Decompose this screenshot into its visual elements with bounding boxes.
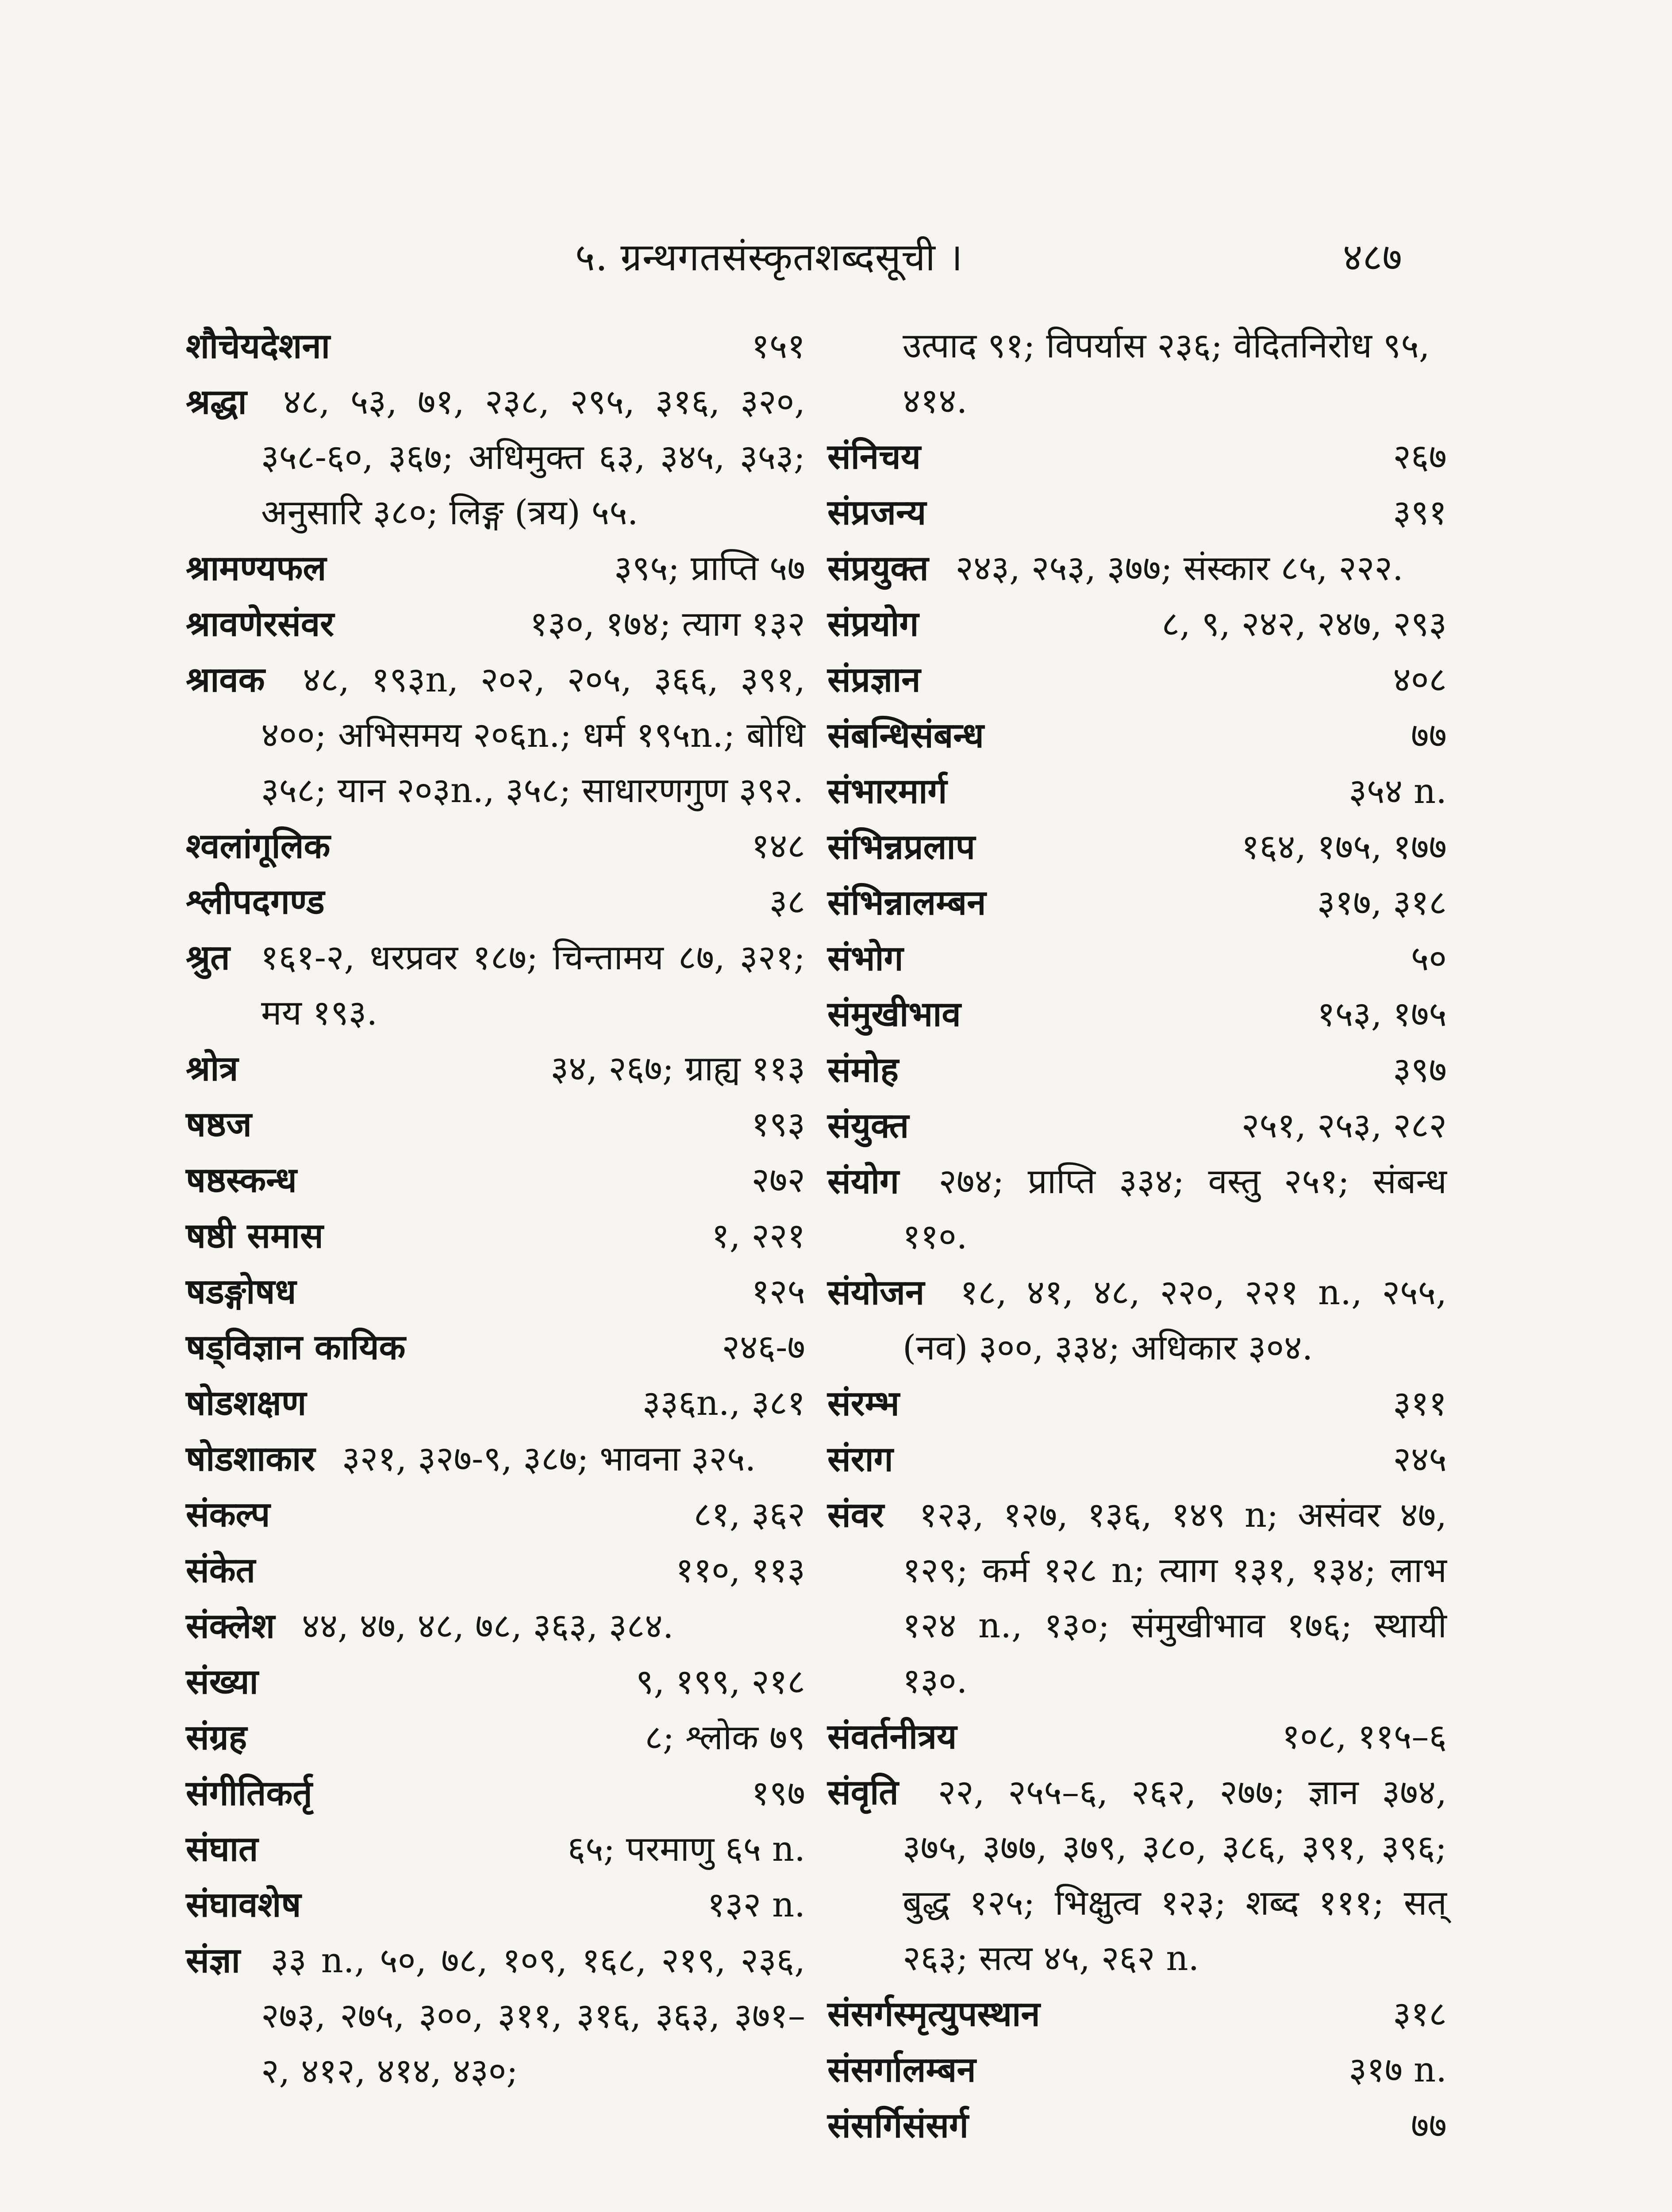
index-term: षष्ठस्कन्ध [186,1160,297,1200]
index-entry [186,1041,805,1097]
page-references: २७४; प्राप्ति ३३४; वस्तु २५१; संबन्ध ११०. [903,1162,1447,1257]
index-term: संवर [827,1495,884,1535]
index-entry [827,1265,1447,1376]
index-term: श्रामण्यफल [186,548,327,588]
page-references: ३१७ n. [1349,2050,1447,2090]
index-entry [186,1654,805,1710]
page-references: ३३ n., ५०, ७८, १०९, १६८, २१९, २३६, २७३, २७५, ३००, ३११, ३१६, ३६३, ३७१–२, ४१२, ४१४, ४३०; [261,1941,806,2091]
page-references: ११०, ११३ [676,1551,805,1590]
index-term: संरम्भ [827,1383,899,1424]
page-references: ३२१, ३२७-९, ३८७; भावना ३२५. [342,1439,756,1479]
index-term: श्रोत्र [186,1048,238,1089]
index-term: संप्रजन्य [827,492,926,533]
index-entry [186,1264,805,1320]
page-references: २७२ [751,1160,805,1200]
index-entry [186,541,805,596]
index-entry [827,541,1447,596]
index-column-left [186,319,805,2099]
index-term: संकेत [186,1550,256,1590]
page-references: उत्पाद ९१; विपर्यास २३६; वेदितनिरोध ९५, ४१४. [903,326,1430,421]
index-term: संप्रयोग [827,604,919,644]
index-entry [827,931,1447,987]
index-entry [827,1765,1447,1986]
page-references: ३४, २६७; ग्राह्य ११३ [550,1049,805,1089]
page-references: ३११ [1393,1384,1447,1424]
page-references: ९, १९९, २१८ [635,1662,805,1702]
index-term: संगीतिकर्तृ [186,1773,312,1813]
index-term: संसर्गालम्बन [827,2050,976,2090]
index-entry [186,1487,805,1543]
index-entry [827,485,1447,541]
index-entry [827,764,1447,819]
index-term: संराग [827,1439,893,1479]
index-entry [827,1709,1447,1765]
index-term: षष्ठी समास [186,1216,323,1256]
page-references: ८१, ३६२ [693,1495,805,1535]
page-references: २४३, २५३, ३७७; संस्कार ८५, २२२. [955,549,1403,588]
index-entry [827,708,1447,764]
index-entry [186,374,805,541]
index-term: संमोह [827,1050,899,1090]
page-references: ३९५; प्राप्ति ५७ [614,549,806,588]
index-term: संघात [186,1829,258,1869]
index-term: श्लीपदगण्ड [186,882,325,922]
page-references: १९७ [751,1774,805,1813]
index-entry [186,930,805,1041]
index-entry [827,429,1447,485]
index-term: संवृति [827,1772,899,1813]
index-entry [827,596,1447,652]
page-references: ३५४ n. [1349,772,1447,811]
index-entry [827,319,1447,429]
index-term: संबन्धिसंबन्ध [827,715,984,756]
page-references: १५३, १७५ [1317,995,1447,1034]
index-entry [186,1933,805,2099]
index-entry [186,1877,805,1933]
index-term: षोडशक्षण [186,1383,307,1423]
page-references: ३३६n., ३८१ [642,1383,805,1423]
page-references: २६७ [1393,437,1447,477]
page-references: ८, ९, २४२, २४७, २९३ [1161,604,1447,644]
index-term: संयोजन [827,1272,925,1313]
page-references: ५० [1411,939,1447,979]
index-entry [186,652,805,818]
page-references: १५१ [751,326,805,366]
index-entry [186,319,805,374]
index-entry [827,819,1447,875]
page-references: ४४, ४७, ४८, ७८, ३६३, ३८४. [301,1606,674,1646]
page-header [0,230,1672,283]
index-entry [186,596,805,652]
index-term: श्रावणेरसंवर [186,604,334,644]
index-term: षडङ्गोषध [186,1271,296,1312]
page-references: ३१८ [1393,1994,1447,2034]
index-entry [186,818,805,874]
index-term: षष्ठज [186,1104,252,1144]
page-references: २४६-७ [722,1328,805,1367]
page-references: १६१-२, धरप्रवर १८७; चिन्तामय ८७, ३२१; मय १९३. [260,938,805,1033]
index-term: संख्या [186,1662,258,1702]
page-references: १२३, १२७, १३६, १४९ n; असंवर ४७, १२९; कर्म १२८ n; त्याग १३१, १३४; लाभ १२४ n., १३०; संमुखीभाव १७६; स्थायी १३०. [903,1495,1447,1701]
index-entry [827,1376,1447,1432]
index-entry [186,1097,805,1152]
index-term: संसर्गिसंसर्ग [827,2105,969,2146]
index-entry [827,1098,1447,1154]
index-term: श्रुत [186,937,230,978]
index-entry [827,652,1447,708]
index-entry [186,1598,805,1654]
index-entry [827,875,1447,931]
index-term: संभिन्नालम्बन [827,883,986,923]
page-references: ७७ [1411,716,1447,756]
index-term: संघावशेष [186,1885,301,1925]
index-entry [827,1154,1447,1265]
index-term: संभिन्नप्रलाप [827,827,975,867]
index-entry [827,1487,1447,1709]
running-title: ५. ग्रन्थगतसंस्कृतशब्दसूची । [575,235,963,280]
index-term: श्वलांगूलिक [186,826,331,866]
index-term: संमुखीभाव [827,994,961,1034]
page-references: ६५; परमाणु ६५ n. [567,1829,805,1869]
page-references: ३९१ [1393,493,1447,533]
index-entry [186,1766,805,1821]
index-entry [827,2042,1447,2098]
page-references: २२, २५५–६, २६२, २७७; ज्ञान ३७४, ३७५, ३७७, ३७९, ३८०, ३८६, ३९१, ३९६; बुद्ध १२५; भिक्षुत्व १२३; शब्द १११; सत् २६३; सत्य ४५, २६२ n. [903,1773,1447,1978]
index-entry [827,2098,1447,2154]
index-term: संप्रयुक्त [827,548,929,588]
page-references: १९३ [751,1105,805,1144]
index-term: संप्रज्ञान [827,660,921,700]
index-entry [186,874,805,930]
index-term: संयुक्त [827,1106,909,1146]
index-term: श्रावक [186,660,265,700]
index-entry [827,1042,1447,1098]
index-entry [186,1320,805,1375]
page-references: ३९७ [1393,1050,1447,1090]
page-references: २४५ [1393,1440,1447,1479]
index-term: संवर्तनीत्रय [827,1717,957,1757]
index-entry [827,1432,1447,1487]
index-entry [186,1431,805,1487]
page-references: ४०८ [1393,660,1447,700]
index-entry [186,1543,805,1598]
index-entry [186,1710,805,1766]
index-term: शौचेयदेशना [186,326,330,366]
index-entry [827,987,1447,1042]
page-references: ३१७, ३१८ [1317,883,1447,923]
index-entry [186,1152,805,1208]
index-term: संकल्प [186,1494,270,1535]
index-entry [186,1375,805,1431]
page-references: १४८ [751,826,805,866]
index-entry [827,1986,1447,2042]
index-term: संग्रह [186,1717,247,1758]
page-references: ७७ [1411,2106,1447,2146]
index-term: संभारमार्ग [827,771,947,811]
page-references: १०८, ११५–६ [1282,1717,1447,1757]
index-column-right [827,319,1447,2154]
page-references: १८, ४१, ४८, २२०, २२१ n., २५५, (नव) ३००, ३३४; अधिकार ३०४. [903,1273,1447,1368]
page-references: १३०, १७४; त्याग १३२ [530,604,805,644]
index-term: संज्ञा [186,1940,240,1981]
page-references: २५१, २५३, २८२ [1241,1106,1447,1146]
page-references: ८; श्लोक ७९ [645,1718,805,1758]
page-references: ३८ [769,882,805,922]
page-references: १, २२१ [711,1216,805,1256]
page-references: १२५ [751,1272,805,1312]
page-references: ४८, १९३n, २०२, २०५, ३६६, ३९१, ४००; अभिसमय २०६n.; धर्म १९५n.; बोधि ३५८; यान २०३n., ३५८; साधारणगुण ३९२. [261,660,805,810]
index-term: संभोग [827,938,903,979]
index-term: श्रद्धा [186,382,247,422]
index-entry [186,1208,805,1264]
index-term: संनिचय [827,437,921,477]
page-references: ४८, ५३, ७१, २३८, २९५, ३१६, ३२०, ३५८-६०, ३६७; अधिमुक्त ६३, ३४५, ३५३; अनुसारि ३८०; लिङ्ग (त्रय) ५५. [261,382,806,533]
index-term: संसर्गस्मृत्युपस्थान [827,1994,1040,2034]
index-term: संक्लेश [186,1606,275,1646]
page-references: १६४, १७५, १७७ [1241,827,1447,867]
index-term: संयोग [827,1161,899,1202]
page-number: ४८७ [1342,235,1402,280]
index-entry [186,1821,805,1877]
index-term: षड्विज्ञान कायिक [186,1327,406,1367]
page-references: १३२ n. [707,1885,805,1925]
index-term: षोडशाकार [186,1439,315,1479]
